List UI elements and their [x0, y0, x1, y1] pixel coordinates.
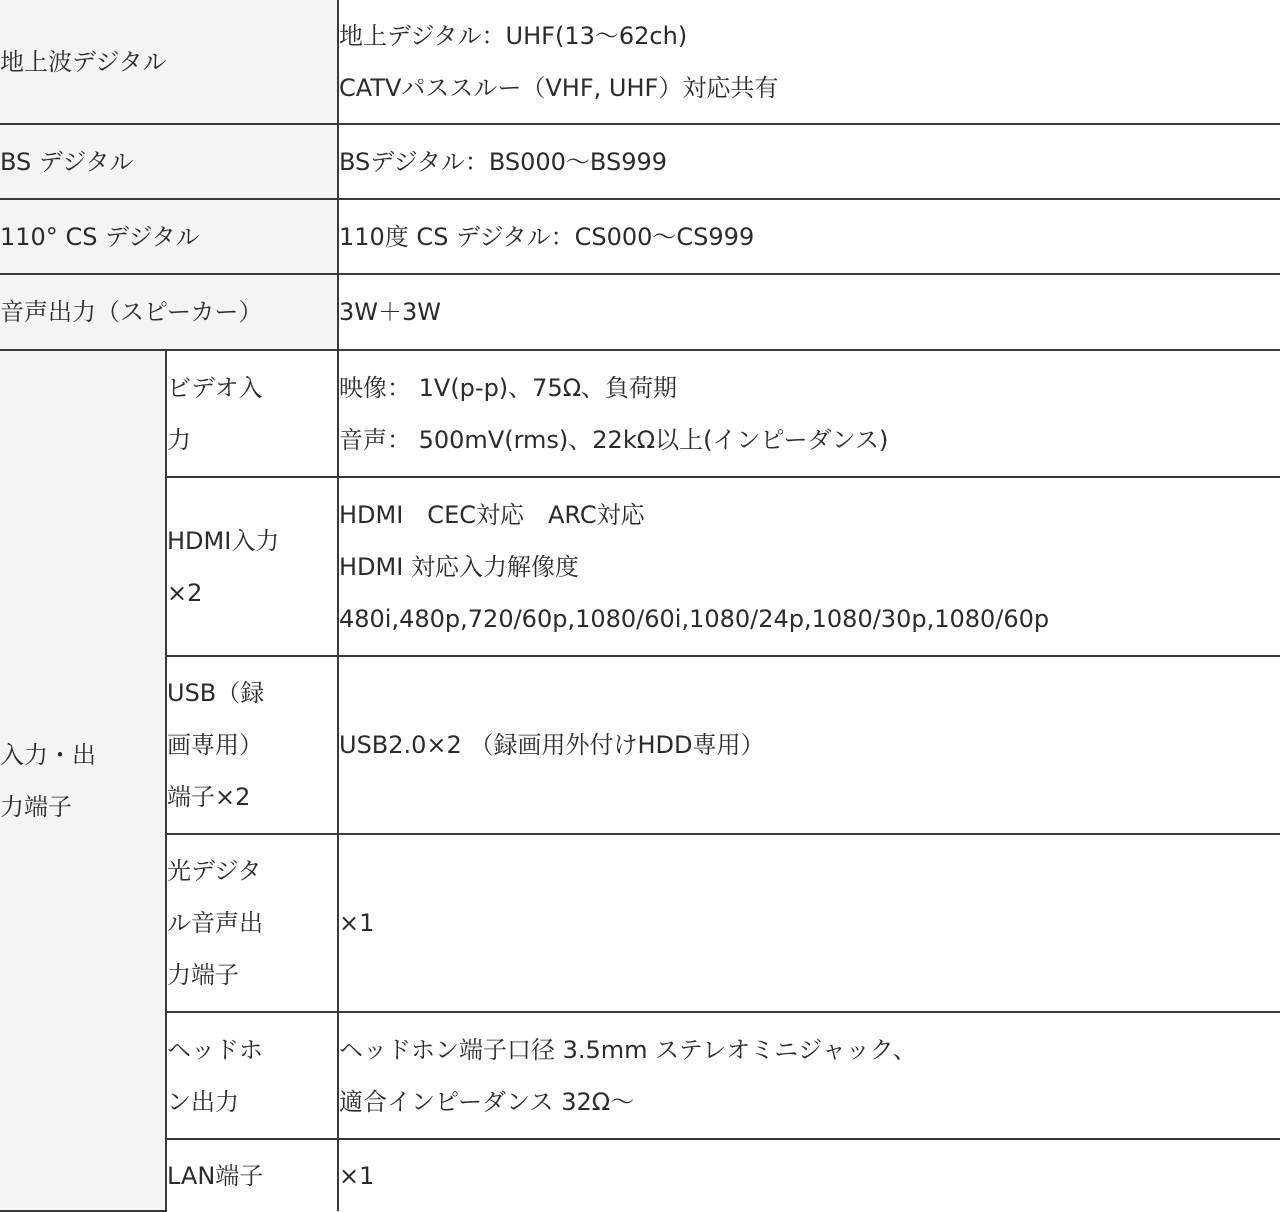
spec-row-lan	[0, 1139, 1280, 1211]
spec-row-optical	[0, 834, 1280, 1012]
spec-value-terrestrial	[338, 0, 1280, 124]
label-text: BS デジタル	[0, 147, 134, 176]
sublabel-text: LAN端子	[167, 1161, 264, 1190]
spec-label-terrestrial	[0, 0, 338, 124]
sublabel-text: ヘッドホ	[167, 1035, 263, 1064]
value-line: ×1	[339, 909, 375, 937]
sublabel-text: 力端子	[167, 961, 239, 989]
value-line: 3W＋3W	[339, 298, 441, 326]
spec-value-video	[338, 350, 1280, 477]
value-line: 音声： 500mV(rms)、22kΩ以上(インピーダンス)	[339, 425, 889, 454]
spec-label-io	[0, 350, 166, 1211]
value-line: 地上デジタル：UHF(13〜62ch)	[339, 21, 688, 50]
spec-value-hdmi	[338, 477, 1280, 656]
value-line: CATVパススルー（VHF, UHF）対応共有	[339, 73, 779, 102]
sublabel-text: ×2	[167, 578, 203, 607]
sublabel-text: USB（録	[167, 679, 265, 707]
sublabel-text: 光デジタ	[167, 857, 262, 885]
value-line: HDMI 対応入力解像度	[339, 552, 579, 581]
spec-row-hdmi	[0, 477, 1280, 656]
spec-sublabel-lan	[166, 1139, 338, 1211]
spec-row-audio	[0, 274, 1280, 350]
spec-label-bs	[0, 124, 338, 199]
sublabel-text: 端子×2	[167, 783, 251, 811]
label-text: 力端子	[0, 792, 72, 821]
spec-label-audio	[0, 274, 338, 350]
value-line: ×1	[339, 1161, 375, 1190]
label-text: 入力・出	[0, 740, 96, 769]
spec-sublabel-hdmi	[166, 477, 338, 656]
sublabel-text: ル音声出	[167, 909, 263, 937]
value-line: 480i,480p,720/60p,1080/60i,1080/24p,1080/30p,1080/60p	[339, 604, 1050, 633]
spec-value-audio	[338, 274, 1280, 350]
sublabel-text: ン出力	[167, 1087, 239, 1116]
spec-row-cs	[0, 199, 1280, 274]
sublabel-text: 画専用）	[167, 731, 263, 759]
value-line: 映像： 1V(p-p)、75Ω、負荷期	[339, 373, 678, 402]
spec-value-optical	[338, 834, 1280, 1012]
value-line: HDMI CEC対応 ARC対応	[339, 500, 645, 529]
spec-row-terrestrial	[0, 0, 1280, 124]
spec-label-cs	[0, 199, 338, 274]
value-line: 110度 CS デジタル：CS000〜CS999	[339, 222, 755, 251]
spec-row-video	[0, 350, 1280, 477]
spec-value-lan	[338, 1139, 1280, 1211]
spec-value-usb	[338, 656, 1280, 834]
label-text: 地上波デジタル	[0, 47, 167, 76]
spec-sublabel-video	[166, 350, 338, 477]
value-line: ヘッドホン端子口径 3.5mm ステレオミニジャック、	[339, 1035, 917, 1064]
spec-row-headphone	[0, 1012, 1280, 1139]
label-text: 110° CS デジタル	[0, 222, 200, 251]
spec-row-usb	[0, 656, 1280, 834]
spec-sublabel-headphone	[166, 1012, 338, 1139]
label-text: 音声出力（スピーカー）	[0, 298, 263, 326]
spec-value-bs	[338, 124, 1280, 199]
sublabel-text: 力	[167, 425, 191, 454]
spec-sublabel-optical	[166, 834, 338, 1012]
spec-row-bs	[0, 124, 1280, 199]
sublabel-text: ビデオ入	[167, 373, 263, 402]
spec-value-headphone	[338, 1012, 1280, 1139]
spec-value-cs	[338, 199, 1280, 274]
sublabel-text: HDMI入力	[167, 526, 280, 555]
spec-sublabel-usb	[166, 656, 338, 834]
value-line: BSデジタル：BS000〜BS999	[339, 147, 668, 176]
value-line: 適合インピーダンス 32Ω〜	[339, 1087, 635, 1116]
value-line: USB2.0×2 （録画用外付けHDD専用）	[339, 731, 765, 759]
